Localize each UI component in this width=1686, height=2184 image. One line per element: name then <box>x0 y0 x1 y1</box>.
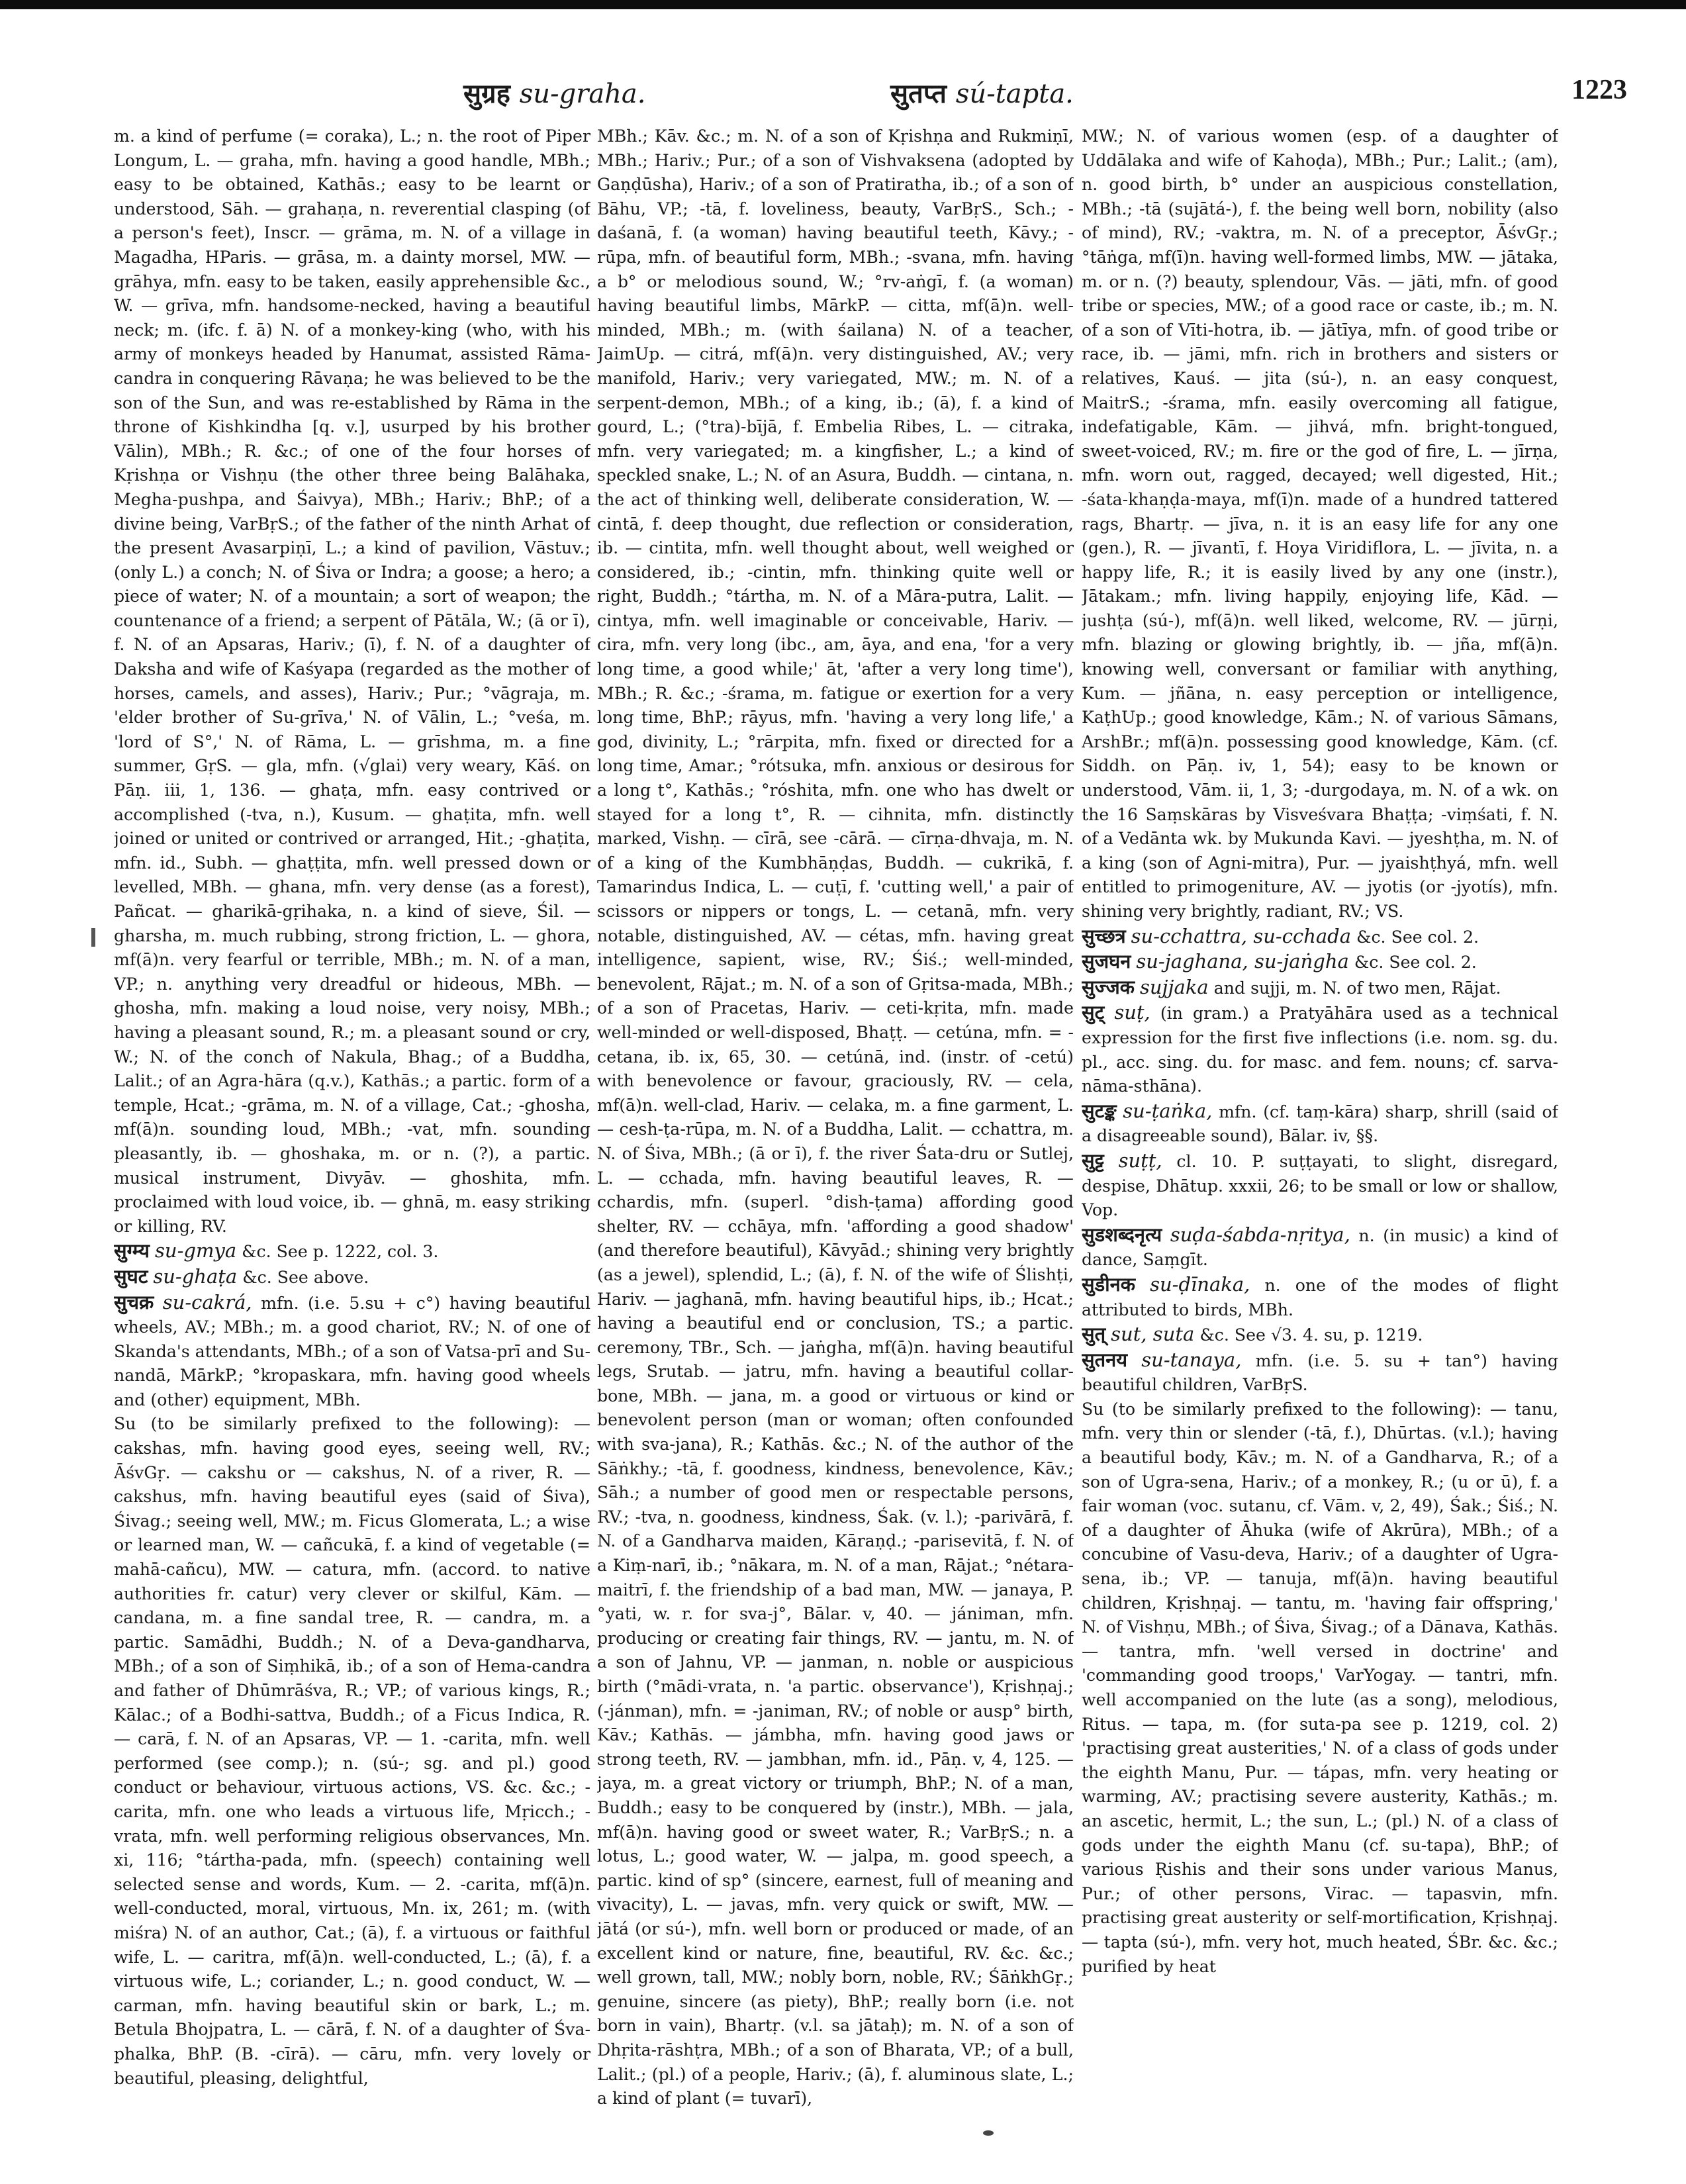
entry-headword-transliteration: suḍa-śabda-nṛitya, <box>1170 1223 1350 1246</box>
entry-headword-transliteration: su-ḍīnaka, <box>1150 1272 1250 1296</box>
entry-headword-devanagari: सुघट <box>114 1264 148 1288</box>
entry-headword-transliteration: sujjaka <box>1140 975 1209 998</box>
entry-headword-devanagari: सुडीनक <box>1082 1272 1135 1296</box>
entry-headword-transliteration: su-gmya <box>155 1239 237 1262</box>
dictionary-entry <box>1082 1322 1558 1348</box>
header-center-devanagari: सुतप्त <box>890 79 947 109</box>
entry-headword-devanagari: सुट्ट <box>1082 1149 1104 1172</box>
entry-definition: cl. 10. P. suṭṭayati, to slight, disregard, despise, Dhātup. xxxii, 26; to be small or low or shallow, Vop. <box>1082 1151 1558 1220</box>
entry-headword-devanagari: सुग्म्य <box>114 1239 150 1262</box>
running-header <box>106 74 1635 119</box>
column-2 <box>597 124 1074 2124</box>
dictionary-entry <box>1082 975 1558 1001</box>
entry-headword-devanagari: सुतनय <box>1082 1348 1128 1371</box>
header-left-term <box>463 74 645 111</box>
dictionary-entry <box>1082 1223 1558 1272</box>
entry-definition: mfn. (i.e. 5.su + c°) having beautiful wheels, AV.; MBh.; m. a good chariot, RV.; N. of one of Skanda's attendants, MBh.; of a son of Vatsa-prī and Su-nandā, MārkP.; °kropaskara, mfn. having good wheels and (other) equipment, MBh. <box>114 1293 590 1409</box>
entry-paragraph: Su (to be similarly prefixed to the following): — tanu, mfn. very thin or slender (-tā, f.), Dhūrtas. (v.l.); having a beautiful body, Kāv.; m. N. of a Gandharva, R.; of a son of Ugra-sena, Hariv.; of a monkey, R.; (u or ū), f. a fair woman (voc. sutanu, cf. Vām. v, 2, 49), Śak.; Śiś.; N. of a daughter of Āhuka (wife of Akrūra), MBh.; of a concubine of Vasu-deva, Hariv.; of a daughter of Ugra-sena, ib.; VP. — tanuja, mf(ā)n. having beautiful children, Kṛishṇaj. — tantu, m. 'having fair offspring,' N. of Vishṇu, MBh.; of Śiva, Śivag.; of a Dānava, Kathās. — tantra, mfn. 'well versed in doctrine' and 'commanding good troops,' VarYogay. — tantri, mfn. well accompanied on the lute (as a song), melodious, Ritus. — tapa, m. (for suta-pa see p. 1219, col. 2) 'practising great austerities,' N. of a class of gods under the eighth Manu, Pur. — tápas, mfn. very heating or warming, AV.; practising severe austerity, Kathās.; m. an ascetic, hermit, L.; the sun, L.; (pl.) N. of a class of gods under the eighth Manu (cf. su-tapa), BhP.; of various Ṛishis and their sons under various Manus, Pur.; of other persons, Virac. — tapasvin, mfn. practising great austerity or self-mortification, Kṛishṇaj. — tapta (sú-), mfn. very hot, much heated, ŚBr. &c. &c.; purified by heat <box>1082 1399 1558 1976</box>
scan-top-edge <box>0 0 1686 9</box>
header-center-transliteration: sú-tapta. <box>955 79 1074 109</box>
entry-paragraph: MBh.; Kāv. &c.; m. N. of a son of Kṛishṇa and Rukmiṇī, MBh.; Hariv.; Pur.; of a son of Vishvaksena (adopted by Gaṇḍūsha), Hariv.; of a son of Pratiratha, ib.; of a son of Bāhu, VP.; -tā, f. loveliness, beauty, VarBṛS., Sch.; -daśanā, f. (a woman) having beautiful teeth, Kāvy.; -rūpa, mfn. of beautiful form, MBh.; -svana, mfn. having a b° or melodious sound, W.; °rv-aṅgī, f. (a woman) having beautiful limbs, MārkP. — citta, mf(ā)n. well-minded, MBh.; m. (with śailana) N. of a teacher, JaimUp. — citrá, mf(ā)n. very distinguished, AV.; very manifold, Hariv.; very variegated, MW.; m. N. of a serpent-demon, MBh.; of a king, ib.; (ā), f. a kind of gourd, L.; (°tra)-bījā, f. Embelia Ribes, L. — citraka, mfn. very variegated; m. a kingfisher, L.; a kind of speckled snake, L.; N. of an Asura, Buddh. — cintana, n. the act of thinking well, deliberate consideration, W. — cintā, f. deep thought, due reflection or consideration, ib. — cintita, mfn. well thought about, well weighed or considered, ib.; -cintin, mfn. thinking quite well or right, Buddh.; °tártha, m. N. of a Māra-putra, Lalit. — cintya, mfn. well imaginable or conceivable, Hariv. — cira, mfn. very long (ibc., am, āya, and ena, 'for a very long time, a good while;' āt, 'after a very long time'), MBh.; R. &c.; -śrama, m. fatigue or exertion for a very long time, BhP.; rāyus, mfn. 'having a very long life,' a god, divinity, L.; °rārpita, mfn. fixed or directed for a long time, Amar.; °rótsuka, mfn. anxious or desirous for a long t°, Kathās.; °róshita, mfn. one who has dwelt or stayed for a long t°, R. — cihnita, mfn. distinctly marked, Vishṇ. — cīrā, see -cārā. — cīrṇa-dhvaja, m. N. of a king of the Kumbhāṇḍas, Buddh. — cukrikā, f. Tamarindus Indica, L. — cuṭī, f. 'cutting well,' a pair of scissors or nippers or tongs, L. — cetanā, mfn. very notable, distinguished, AV. — cétas, mfn. having great intelligence, sapient, wise, RV.; Śiś.; well-minded, benevolent, Rājat.; m. N. of a son of Gṛitsa-mada, MBh.; of a son of Pracetas, Hariv. — ceti-kṛita, mfn. made well-minded or well-disposed, Bhaṭṭ. — cetúna, mfn. = -cetana, ib. ix, 65, 30. — cetúnā, ind. (instr. of -cetú) with benevolence or favour, graciously, RV. — cela, mf(ā)n. well-clad, Hariv. — celaka, m. a fine garment, L. — cesh-ṭa-rūpa, m. N. of a Buddha, Lalit. — cchattra, m. N. of Śiva, MBh.; (ā or ī), f. the river Śata-dru or Sutlej, L. — cchada, mfn. having beautiful leaves, R. — cchardis, mfn. (superl. °dish-ṭama) affording good shelter, RV. — cchāya, mfn. 'affording a good shadow' (and therefore beautiful), Kāvyād.; shining very brightly (as a jewel), splendid, L.; (ā), f. N. of the wife of Ślishṭi, Hariv. — jaghanā, mfn. having beautiful hips, ib.; Hcat.; having a beautiful end or conclusion, TS.; a partic. ceremony, TBr., Sch. — jaṅgha, mf(ā)n. having beautiful legs, Srutab. — jatru, mfn. having a beautiful collar-bone, MBh. — jana, m. a good or virtuous or kind or benevolent person (man or woman; often confounded with sva-jana), R.; Kathās. &c.; N. of the author of the Sāṅkhy.; -tā, f. goodness, kindness, benevolence, Kāv.; Sāh.; a number of good men or respectable persons, RV.; -tva, n. goodness, kindness, Śak. (v. l.); -parivārā, f. N. of a Gandharva maiden, Kāraṇḍ.; -parisevitā, f. N. of a Kiṃ-narī, ib.; °nākara, m. N. of a man, Rājat.; °nétara-maitrī, f. the friendship of a bad man, MW. — janaya, P. °yati, w. r. for sva-j°, Bālar. v, 40. — jániman, mfn. producing or creating fair things, RV. — jantu, m. N. of a son of Jahnu, VP. — janman, n. noble or auspicious birth (°mādi-vrata, n. 'a partic. observance'), Kṛishṇaj.; (-jánman), mfn. = -janiman, RV.; of noble or ausp° birth, Kāv.; Kathās. — jámbha, mfn. having good jaws or strong teeth, RV. — jambhan, mfn. id., Pāṇ. v, 4, 125. — jaya, m. a great victory or triumph, BhP.; N. of a man, Buddh.; easy to be conquered by (instr.), MBh. — jala, mf(ā)n. having good or sweet water, R.; VarBṛS.; n. a lotus, L.; good water, W. — jalpa, m. good speech, a partic. kind of sp° (sincere, earnest, full of meaning and vivacity), L. — javas, mfn. very quick or swift, MW. — jātá (or sú-), mfn. well born or produced or made, of an excellent kind or nature, fine, beautiful, RV. &c. &c.; well grown, tall, MW.; nobly born, noble, RV.; ŚāṅkhGṛ.; genuine, sincere (as piety), BhP.; really born (i.e. not born in vain), Bhartṛ. (v.l. sa jātaḥ); m. N. of a son of Dhṛita-rāshṭra, MBh.; of a son of Bharata, VP.; of a bull, Lalit.; (pl.) of a people, Hariv.; (ā), f. aluminous slate, L.; a kind of plant (= tuvarī), <box>597 126 1074 2109</box>
entry-definition: mfn. (cf. taṃ-kāra) sharp, shrill (said of a disagreeable sound), Bālar. iv, §§. <box>1082 1102 1558 1146</box>
dictionary-entry <box>114 1264 590 1290</box>
entry-headword-devanagari: सुट् <box>1082 1001 1105 1024</box>
entry-headword-transliteration: sut, suta <box>1111 1323 1195 1346</box>
entry-headword-devanagari: सुज्जक <box>1082 975 1135 998</box>
entry-headword-transliteration: suṭ, <box>1114 1001 1150 1024</box>
entry-definition: and sujji, m. N. of two men, Rājat. <box>1213 978 1501 998</box>
dictionary-entry <box>1082 1272 1558 1322</box>
entry-headword-devanagari: सुजघन <box>1082 950 1131 973</box>
entry-definition: &c. See above. <box>242 1267 369 1287</box>
dictionary-entry <box>1082 1149 1558 1223</box>
entry-paragraph: m. a kind of perfume (= coraka), L.; n. the root of Piper Longum, L. — graha, mfn. having a good handle, MBh.; easy to be obtained, Kathās.; easy to be learnt or understood, Sāh. — grahaṇa, n. reverential clasping (of a person's feet), Inscr. — grāma, m. N. of a village in Magadha, HParis. — grāsa, m. a dainty morsel, MW. — grāhya, mfn. easy to be taken, easily apprehensible &c., W. — grīva, mfn. handsome-necked, having a beautiful neck; m. (ifc. f. ā) N. of a monkey-king (who, with his army of monkeys headed by Hanumat, assisted Rāma-candra in conquering Rāvaṇa; he was believed to be the son of the Sun, and was re-established by Rāma in the throne of Kishkindha [q. v.], usurped by his brother Vālin), MBh.; R. &c.; of one of the four horses of Kṛishṇa or Vishṇu (the other three being Balāhaka, Megha-pushpa, and Śaivya), MBh.; Hariv.; BhP.; of a divine being, VarBṛS.; of the father of the ninth Arhat of the present Avasarpiṇī, L.; a kind of pavilion, Vāstuv.; (only L.) a conch; N. of Śiva or Indra; a goose; a hero; a piece of water; N. of a mountain; a sort of weapon; the countenance of a friend; a serpent of Pātāla, W.; (ā or ī), f. N. of an Apsaras, Hariv.; (ī), f. N. of a daughter of Daksha and wife of Kaśyapa (regarded as the mother of horses, camels, and asses), Hariv.; Pur.; °vāgraja, m. 'elder brother of Su-grīva,' N. of Vālin, L.; °veśa, m. 'lord of S°,' N. of Rāma, L. — grīshma, m. a fine summer, GṛS. — gla, mfn. (√glai) very weary, Kāś. on Pāṇ. iii, 1, 136. — ghaṭa, mfn. easy contrived or accomplished (-tva, n.), Kusum. — ghaṭita, mfn. well joined or united or contrived or arranged, Hit.; -ghaṭita, mfn. id., Subh. — ghaṭṭita, mfn. well pressed down or levelled, MBh. — ghana, mfn. very dense (as a forest), Pañcat. — gharikā-gṛihaka, n. a kind of sieve, Śil. — gharsha, m. much rubbing, strong friction, L. — ghora, mf(ā)n. very fearful or terrible, MBh.; m. N. of a man, VP.; n. anything very dreadful or hideous, MBh. — ghosha, mfn. making a loud noise, very noisy, MBh.; having a pleasant sound, R.; m. a pleasant sound or cry, W.; N. of the conch of Nakula, Bhag.; of a Buddha, Lalit.; of an Agra-hāra (q.v.), Kathās.; a partic. form of a temple, Hcat.; -grāma, m. N. of a village, Cat.; -ghosha, mf(ā)n. sounding loud, MBh.; -vat, mfn. sounding pleasantly, ib. — ghoshaka, m. or n. (?), a partic. musical instrument, Divyāv. — ghoshita, mfn. proclaimed with loud voice, ib. — ghnā, m. easy striking or killing, RV. <box>114 126 590 1236</box>
dictionary-entry <box>1082 924 1558 950</box>
entry-headword-devanagari: सुच्छत्र <box>1082 924 1126 947</box>
entry-headword-devanagari: सुत् <box>1082 1323 1106 1346</box>
dictionary-entry <box>1082 1099 1558 1149</box>
dictionary-entry <box>1082 1000 1558 1098</box>
dictionary-entry <box>114 1290 590 1413</box>
entry-headword-transliteration: su-ṭaṅka, <box>1123 1099 1213 1122</box>
entry-definition: n. (in music) a kind of dance, Saṃgīt. <box>1082 1225 1558 1270</box>
entry-paragraph: MW.; N. of various women (esp. of a daughter of Uddālaka and wife of Kahoḍa), MBh.; Pur.; Lalit.; (am), n. good birth, b° under an auspicious constellation, MBh.; -tā (sujātá-), f. the being well born, nobility (also of mind), RV.; -vaktra, m. N. of a preceptor, ĀśvGṛ.; °tāṅga, mf(ī)n. having well-formed limbs, MW. — jātaka, m. or n. (?) beauty, splendour, Vās. — jāti, mfn. of good tribe or species, MW.; of a good race or caste, ib.; m. N. of a son of Vīti-hotra, ib. — jātīya, mfn. of good tribe or race, ib. — jāmi, mfn. rich in brothers and sisters or relatives, Kauś. — jita (sú-), n. an easy conquest, MaitrS.; -śrama, mfn. easily overcoming all fatigue, indefatigable, Kām. — jihvá, mfn. bright-tongued, sweet-voiced, RV.; m. fire or the god of fire, L. — jīrṇa, mfn. worn out, ragged, decayed; well digested, Hit.; -śata-khaṇḍa-maya, mf(ī)n. made of a hundred tattered rags, Bhartṛ. — jīva, n. it is an easy life for any one (gen.), R. — jīvantī, f. Hoya Viridiflora, L. — jīvita, n. a happy life, R.; it is easily lived by any one (instr.), Jātakam.; mfn. living happily, enjoying life, Kād. — jushṭa (sú-), mf(ā)n. well liked, welcome, RV. — jūrṇi, mfn. blazing or glowing brightly, ib. — jña, mf(ā)n. knowing well, conversant or familiar with anything, Kum. — jñāna, n. easy perception or intelligence, KaṭhUp.; good knowledge, Kām.; N. of various Sāmans, ArshBr.; mf(ā)n. possessing good knowledge, Kām. (cf. Siddh. on Pāṇ. iv, 1, 54); easy to be known or understood, Vām. ii, 1, 3; -durgodaya, m. N. of a wk. on the 16 Saṃskāras by Visveśvara Bhaṭṭa; -viṃśati, f. N. of a Vedānta wk. by Mukunda Kavi. — jyeshṭha, m. N. of a king (son of Agni-mitra), Pur. — jyaishṭhyá, mfn. well entitled to primogeniture, AV. — jyotis (or -jyotís), mfn. shining very brightly, radiant, RV.; VS. <box>1082 126 1558 921</box>
entry-headword-transliteration: suṭṭ, <box>1118 1149 1162 1172</box>
entry-definition: &c. See col. 2. <box>1356 927 1479 947</box>
entry-definition: &c. See col. 2. <box>1354 953 1477 973</box>
dictionary-entry <box>114 1239 590 1264</box>
entry-definition: &c. See p. 1222, col. 3. <box>242 1242 439 1262</box>
entry-headword-transliteration: su-tanaya, <box>1141 1348 1242 1371</box>
dictionary-entry <box>1082 1348 1558 1398</box>
entry-definition: n. one of the modes of flight attributed to birds, MBh. <box>1082 1275 1558 1319</box>
entry-headword-devanagari: सुचक्र <box>114 1290 154 1313</box>
dictionary-entry <box>1082 949 1558 975</box>
page-number: 1223 <box>1571 75 1627 105</box>
scan-margin-mark <box>91 928 95 947</box>
column-3 <box>1082 124 1558 2124</box>
entry-headword-transliteration: su-jaghana, su-jaṅgha <box>1136 950 1349 973</box>
entry-headword-transliteration: su-cakrá, <box>162 1290 252 1313</box>
entry-headword-devanagari: सुटङ्क <box>1082 1099 1117 1122</box>
entry-paragraph: Su (to be similarly prefixed to the following): — cakshas, mfn. having good eyes, seeing well, RV.; ĀśvGṛ. — cakshu or — cakshus, N. of a river, R. — cakshus, mfn. having beautiful eyes (said of Śiva), Śivag.; seeing well, MW.; m. Ficus Glomerata, L.; a wise or learned man, W. — cañcukā, f. a kind of vegetable (= mahā-cañcu), MW. — catura, mfn. (accord. to native authorities fr. catur) very clever or skilful, Kām. — candana, m. a fine sandal tree, R. — candra, m. a partic. Samādhi, Buddh.; N. of a Deva-gandharva, MBh.; of a son of Siṃhikā, ib.; of a son of Hema-candra and father of Dhūmrāśva, R.; VP.; of various kings, R.; Kālac.; of a Bodhi-sattva, Buddh.; of a Ficus Indica, R. — carā, f. N. of an Apsaras, VP. — 1. -carita, mfn. well performed (see comp.); n. (sú-; sg. and pl.) good conduct or behaviour, virtuous actions, VS. &c. &c.; -carita, mfn. one who leads a virtuous life, Mṛicch.; -vrata, mfn. well performing religious observances, Mn. xi, 116; °tártha-pada, mfn. (speech) containing well selected sense and words, Kum. — 2. -carita, mf(ā)n. well-conducted, moral, virtuous, Mn. ix, 261; m. (with miśra) N. of an author, Cat.; (ā), f. a virtuous or faithful wife, L. — caritra, mf(ā)n. well-conducted, L.; (ā), f. a virtuous wife, L.; coriander, L.; n. good conduct, W. — carman, mfn. having beautiful skin or bark, L.; m. Betula Bhojpatra, L. — cārā, f. N. of a daughter of Śva-phalka, BhP. (B. -cīrā). — cāru, mfn. very lovely or beautiful, pleasing, delightful, <box>114 1414 590 2088</box>
entry-headword-transliteration: su-cchattra, su-cchada <box>1131 924 1352 947</box>
column-1 <box>114 124 590 2124</box>
header-left-devanagari: सुग्रह <box>463 79 510 109</box>
entry-headword-transliteration: su-ghaṭa <box>153 1264 238 1288</box>
entry-headword-devanagari: सुडशब्दनृत्य <box>1082 1223 1162 1246</box>
entry-definition: mfn. (i.e. 5. su + tan°) having beautiful children, VarBṛS. <box>1082 1351 1558 1395</box>
header-left-transliteration: su-graha. <box>519 79 646 109</box>
entry-definition: (in gram.) a Pratyāhāra used as a technical expression for the first five inflections (i.e. nom. sg. du. pl., acc. sing. du. for masc. and fem. nouns; cf. sarva-nāma-sthāna). <box>1082 1004 1558 1096</box>
entry-definition: &c. See √3. 4. su, p. 1219. <box>1199 1325 1423 1345</box>
ink-blot <box>983 2130 994 2136</box>
header-center-term <box>890 74 1074 111</box>
